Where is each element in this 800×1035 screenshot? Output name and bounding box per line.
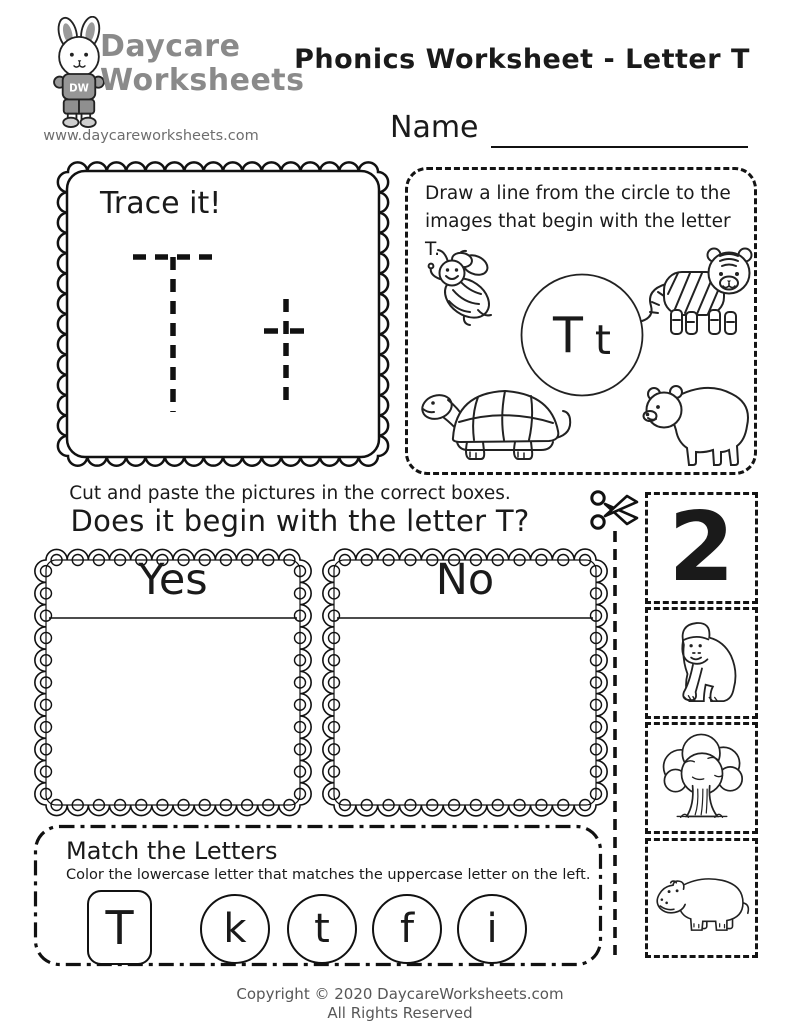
cut-cell-gorilla: [645, 607, 758, 719]
match-option-t: [287, 894, 357, 964]
yes-label: Yes: [138, 555, 208, 605]
circle-lowercase: t: [594, 316, 611, 364]
match-uppercase-box: [87, 890, 152, 965]
tiger-image: [638, 242, 754, 338]
cut-cell-tree: [645, 722, 758, 834]
brand-line2: Worksheets: [100, 62, 305, 98]
tree-image: [655, 729, 749, 827]
name-label: Name: [390, 110, 479, 145]
hippo-image: [653, 860, 751, 936]
no-label: No: [435, 555, 495, 605]
cut-paste-instruction: Cut and paste the pictures in the correct boxes.: [69, 483, 511, 504]
circle-uppercase: T: [552, 306, 583, 364]
cut-line: [611, 531, 619, 955]
match-uppercase-letter: T: [105, 900, 134, 955]
match-option-f: [372, 894, 442, 964]
option-letter: f: [399, 906, 415, 952]
sort-question: Does it begin with the letter T?: [70, 504, 530, 538]
strip-number: 2: [668, 492, 735, 603]
bear-image: [634, 366, 754, 468]
match-option-k: [200, 894, 270, 964]
option-letter: k: [223, 906, 247, 952]
trace-title: Trace it!: [100, 186, 222, 221]
name-blank-line: [491, 116, 748, 148]
logo-shirt-initials: DW: [69, 83, 89, 95]
match-option-i: [457, 894, 527, 964]
option-letter: t: [314, 906, 330, 952]
cut-cell-number: [645, 492, 758, 604]
bee-image: [412, 246, 507, 332]
gorilla-image: [656, 614, 748, 712]
option-letter: i: [486, 906, 498, 952]
logo-url: www.daycareworksheets.com: [43, 128, 259, 144]
footer-copyright: Copyright © 2020 DaycareWorksheets.com: [236, 985, 564, 1003]
cut-cell-hippo: [645, 838, 758, 958]
match-instruction: Color the lowercase letter that matches the uppercase letter on the left.: [66, 867, 591, 883]
footer-rights: All Rights Reserved: [327, 1004, 473, 1022]
draw-instruction-line1: Draw a line from the circle to the: [425, 183, 731, 204]
match-title: Match the Letters: [66, 837, 278, 865]
scissors-icon: [589, 487, 643, 533]
turtle-image: [412, 370, 574, 470]
page-title: Phonics Worksheet - Letter T: [294, 44, 750, 75]
brand-name: [100, 30, 304, 98]
brand-line1: Daycare: [100, 29, 241, 64]
draw-instruction-line2: images that begin with the letter T.: [425, 210, 731, 260]
